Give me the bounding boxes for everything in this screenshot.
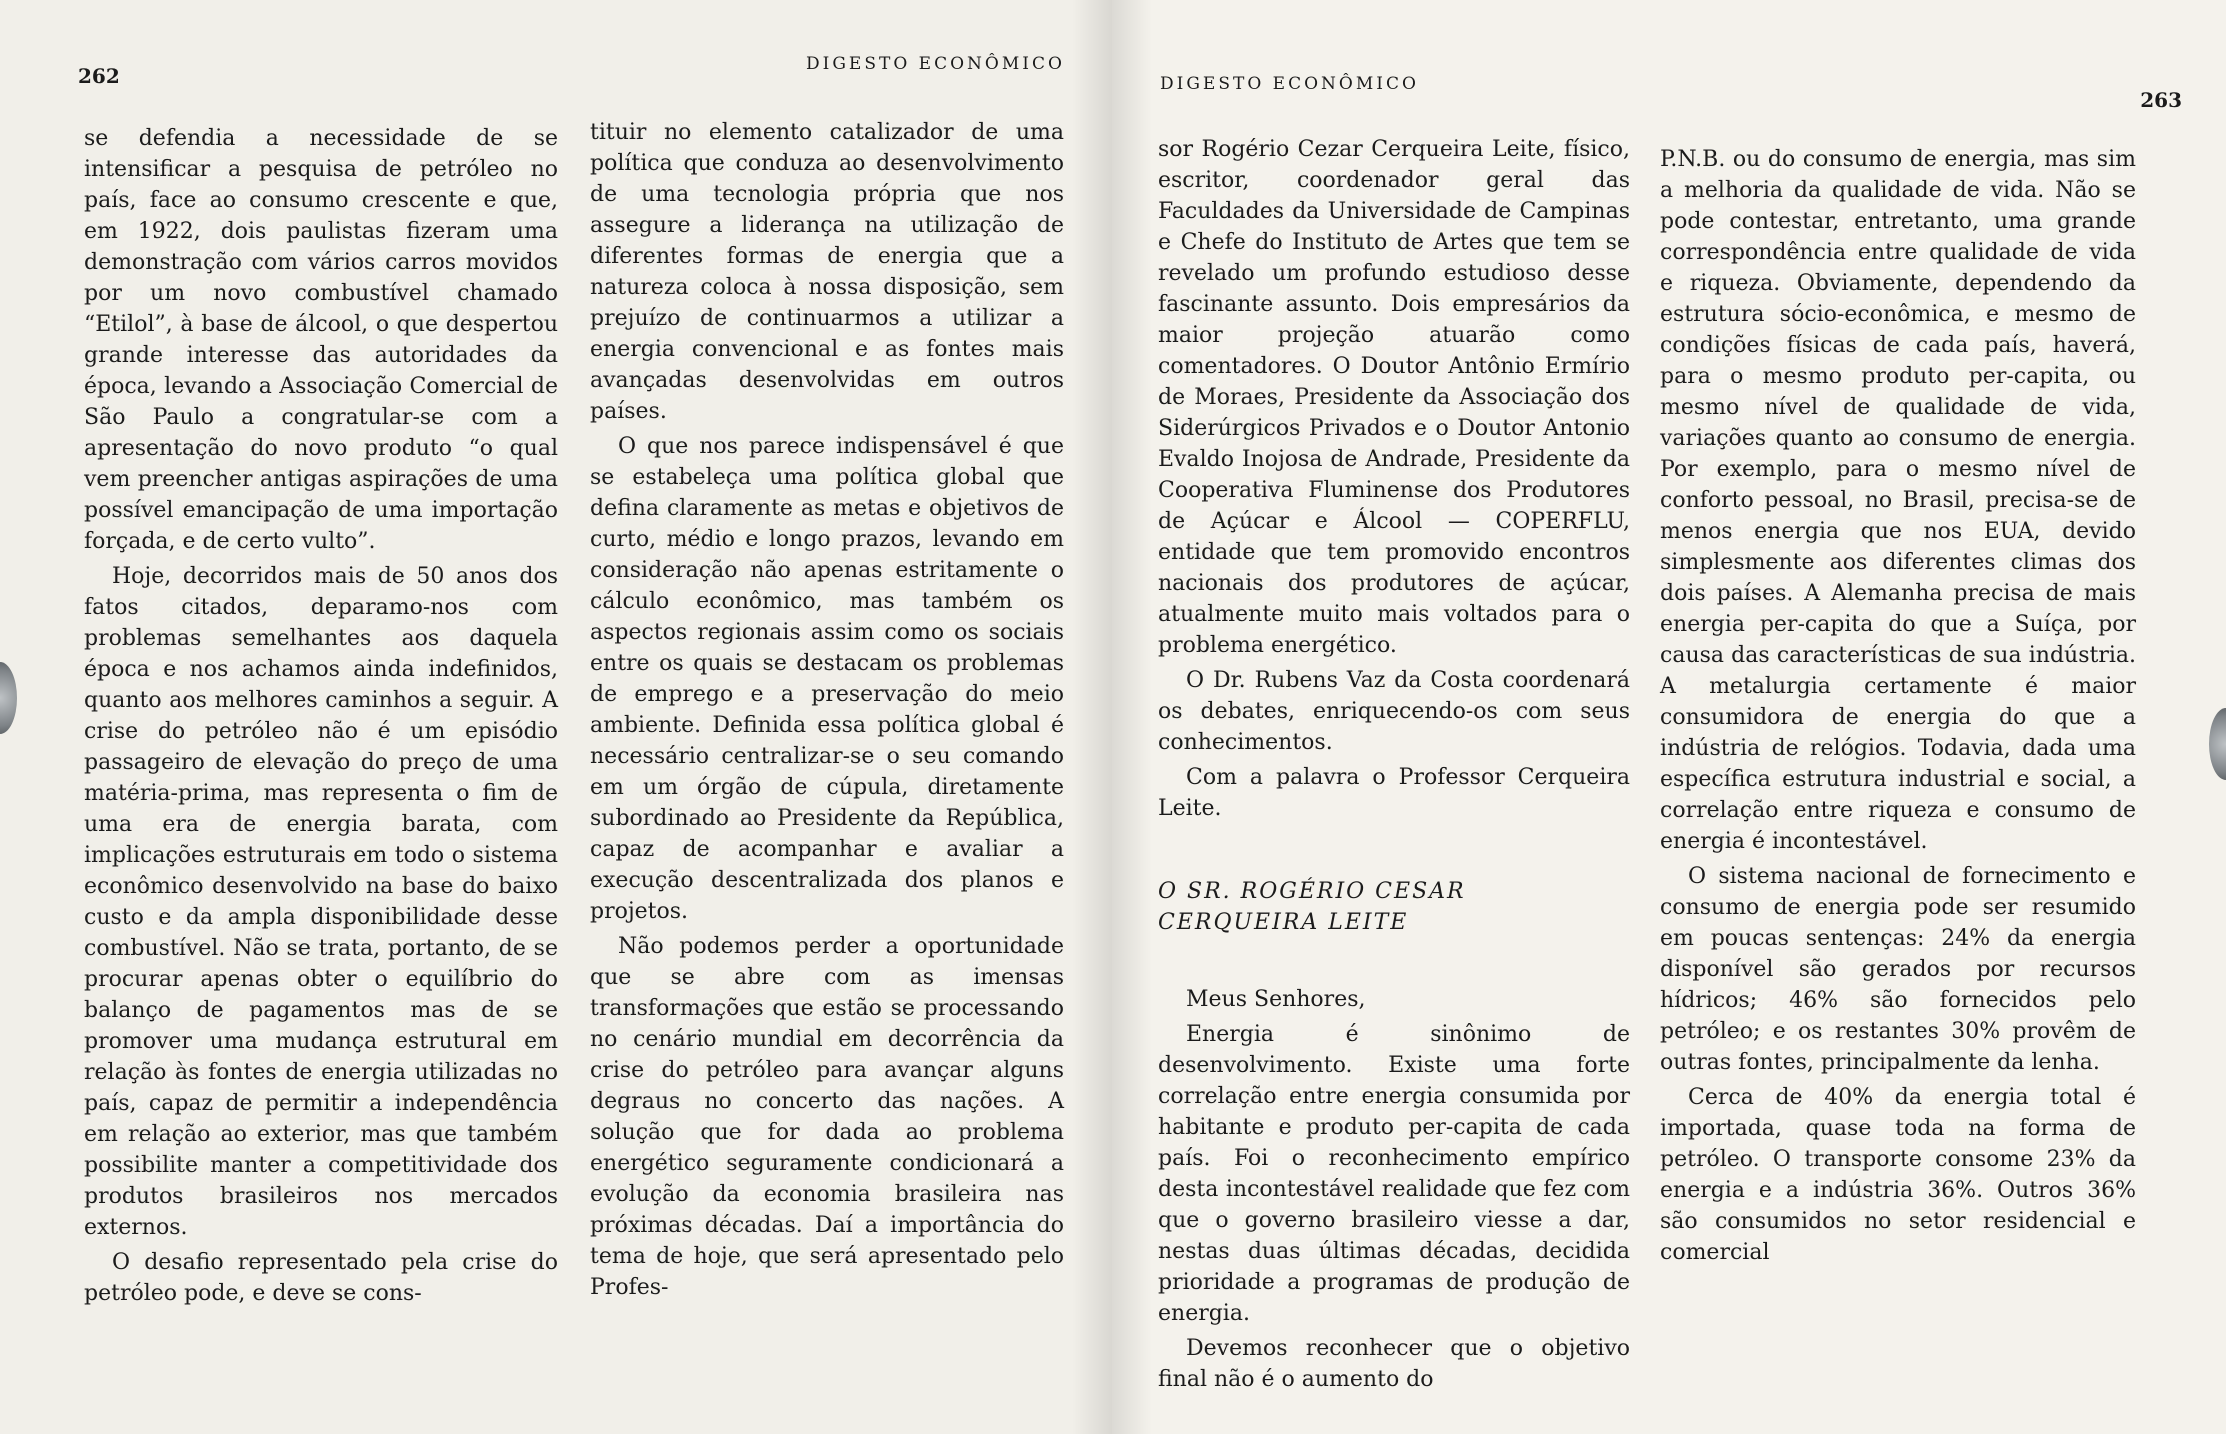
paragraph: O Dr. Rubens Vaz da Costa coordenará os debates, enriquecendo-os com seus conhecimentos. xyxy=(1158,668,1630,755)
salutation: Meus Senhores, xyxy=(1186,987,1366,1012)
section-title-line: CERQUEIRA LEITE xyxy=(1158,910,1409,935)
right-page xyxy=(1112,0,2226,1434)
running-header: DIGESTO ECONÔMICO xyxy=(1160,74,1419,94)
page-number: 262 xyxy=(78,64,120,88)
paragraph: O sistema nacional de fornecimento e consumo de energia pode ser resumido em poucas sentenças: 24% da energia disponível são gerados por recursos hídricos; 46% são fornecidos pelo petróleo; e os restantes 30% provêm de outras fontes, principalmente da lenha. xyxy=(1660,864,2136,1075)
section-title xyxy=(1158,876,1630,938)
binding-hole xyxy=(2209,708,2226,780)
column-left-1 xyxy=(84,123,558,1313)
binding-hole xyxy=(0,662,17,734)
column-left-2 xyxy=(590,117,1064,1307)
left-page xyxy=(0,0,1112,1434)
paragraph: Devemos reconhecer que o objetivo final não é o aumento do xyxy=(1158,1336,1630,1392)
paragraph: Não podemos perder a oportunidade que se abre com as imensas transformações que estão se processando no cenário mundial em decorrência da crise do petróleo para avançar alguns degraus no concerto das nações. A solução que for dada ao problema energético seguramente condicionará a evolução da economia brasileira nas próximas décadas. Daí a importância do tema de hoje, que será apresentado pelo Profes- xyxy=(590,934,1064,1300)
paragraph: Hoje, decorridos mais de 50 anos dos fatos citados, deparamo-nos com problemas semelhantes aos daquela época e nos achamos ainda indefinidos, quanto aos melhores caminhos a seguir. A crise do petróleo não é um episódio passageiro de elevação do preço de uma matéria-prima, mas representa o fim de uma era de energia barata, com implicações estruturais em todo o sistema econômico desenvolvido na base do baixo custo e da ampla disponibilidade desse combustível. Não se trata, portanto, de se procurar apenas obter o equilíbrio do balanço de pagamentos mas de se promover uma mudança estrutural em relação às fontes de energia utilizadas no país, capaz de permitir a independência em relação ao exterior, mas que também possibilite manter a competitividade dos produtos brasileiros nos mercados externos. xyxy=(84,564,558,1240)
paragraph: O desafio representado pela crise do petróleo pode, e deve se cons- xyxy=(84,1250,558,1306)
paragraph: Cerca de 40% da energia total é importada, quase toda na forma de petróleo. O transporte consome 23% da energia e a indústria 36%. Outros 36% são consumidos no setor residencial e comercial xyxy=(1660,1085,2136,1265)
paragraph: P.N.B. ou do consumo de energia, mas sim a melhoria da qualidade de vida. Não se pode contestar, entretanto, uma grande correspondência entre qualidade de vida e riqueza. Obviamente, dependendo da estrutura sócio-econômica, e mesmo de condições físicas de cada país, haverá, para o mesmo produto per-capita, ou mesmo nível de qualidade de vida, variações quanto ao consumo de energia. Por exemplo, para o mesmo nível de conforto pessoal, no Brasil, precisa-se de menos energia que nos EUA, devido simplesmente aos diferentes climas dos dois países. A Alemanha precisa de mais energia per-capita do que a Suíça, por causa das características de sua indústria. A metalurgia certamente é maior consumidora de energia do que a indústria de relógios. Todavia, dada uma específica estrutura industrial e social, a correlação entre riqueza e consumo de energia é incontestável. xyxy=(1660,147,2136,854)
page-number: 263 xyxy=(2140,88,2182,112)
running-header: DIGESTO ECONÔMICO xyxy=(806,54,1065,74)
column-right-2 xyxy=(1660,144,2136,1272)
paragraph: tituir no elemento catalizador de uma política que conduza ao desenvolvimento de uma tecnologia própria que nos assegure a liderança na utilização de diferentes formas de energia que a natureza coloca à nossa disposição, sem prejuízo de continuarmos a utilizar a energia convencional e as fontes mais avançadas desenvolvidas em outros países. xyxy=(590,120,1064,424)
column-right-1 xyxy=(1158,134,1630,1399)
paragraph: sor Rogério Cezar Cerqueira Leite, físico, escritor, coordenador geral das Faculdades da Universidade de Campinas e Chefe do Instituto de Artes que tem se revelado um profundo estudioso desse fascinante assunto. Dois empresários da maior projeção atuarão como comentadores. O Doutor Antônio Ermírio de Moraes, Presidente da Associação dos Siderúrgicos Privados e o Doutor Antonio Evaldo Inojosa de Andrade, Presidente da Cooperativa Fluminense dos Produtores de Açúcar e Álcool — COPERFLU, entidade que tem promovido encontros nacionais dos produtores de açúcar, atualmente muito mais voltados para o problema energético. xyxy=(1158,137,1630,658)
gutter-shadow xyxy=(1112,0,1152,1434)
gutter-shadow xyxy=(1072,0,1112,1434)
paragraph: Com a palavra o Professor Cerqueira Leite. xyxy=(1158,765,1630,821)
paragraph: O que nos parece indispensável é que se estabeleça uma política global que defina claramente as metas e objetivos de curto, médio e longo prazos, levando em consideração não apenas estritamente o cálculo econômico, mas também os aspectos regionais assim como os sociais entre os quais se destacam os problemas de emprego e a preservação do meio ambiente. Definida essa política global é necessário centralizar-se o seu comando em um órgão de cúpula, diretamente subordinado ao Presidente da República, capaz de acompanhar e avaliar a execução descentralizada dos planos e projetos. xyxy=(590,434,1064,924)
paragraph: Energia é sinônimo de desenvolvimento. Existe uma forte correlação entre energia consumida por habitante e produto per-capita de cada país. Foi o reconhecimento empírico desta incontestável realidade que fez com que o governo brasileiro viesse a dar, nestas duas últimas décadas, decidida prioridade a programas de produção de energia. xyxy=(1158,1022,1630,1326)
section-title-line: O SR. ROGÉRIO CESAR xyxy=(1158,879,1466,904)
paragraph: se defendia a necessidade de se intensificar a pesquisa de petróleo no país, face ao consumo crescente e que, em 1922, dois paulistas fizeram uma demonstração com vários carros movidos por um novo combustível chamado “Etilol”, à base de álcool, o que despertou grande interesse das autoridades da época, levando a Associação Comercial de São Paulo a congratular-se com a apresentação do novo produto “o qual vem preencher antigas aspirações de uma possível emancipação de uma importação forçada, e de certo vulto”. xyxy=(84,126,558,554)
